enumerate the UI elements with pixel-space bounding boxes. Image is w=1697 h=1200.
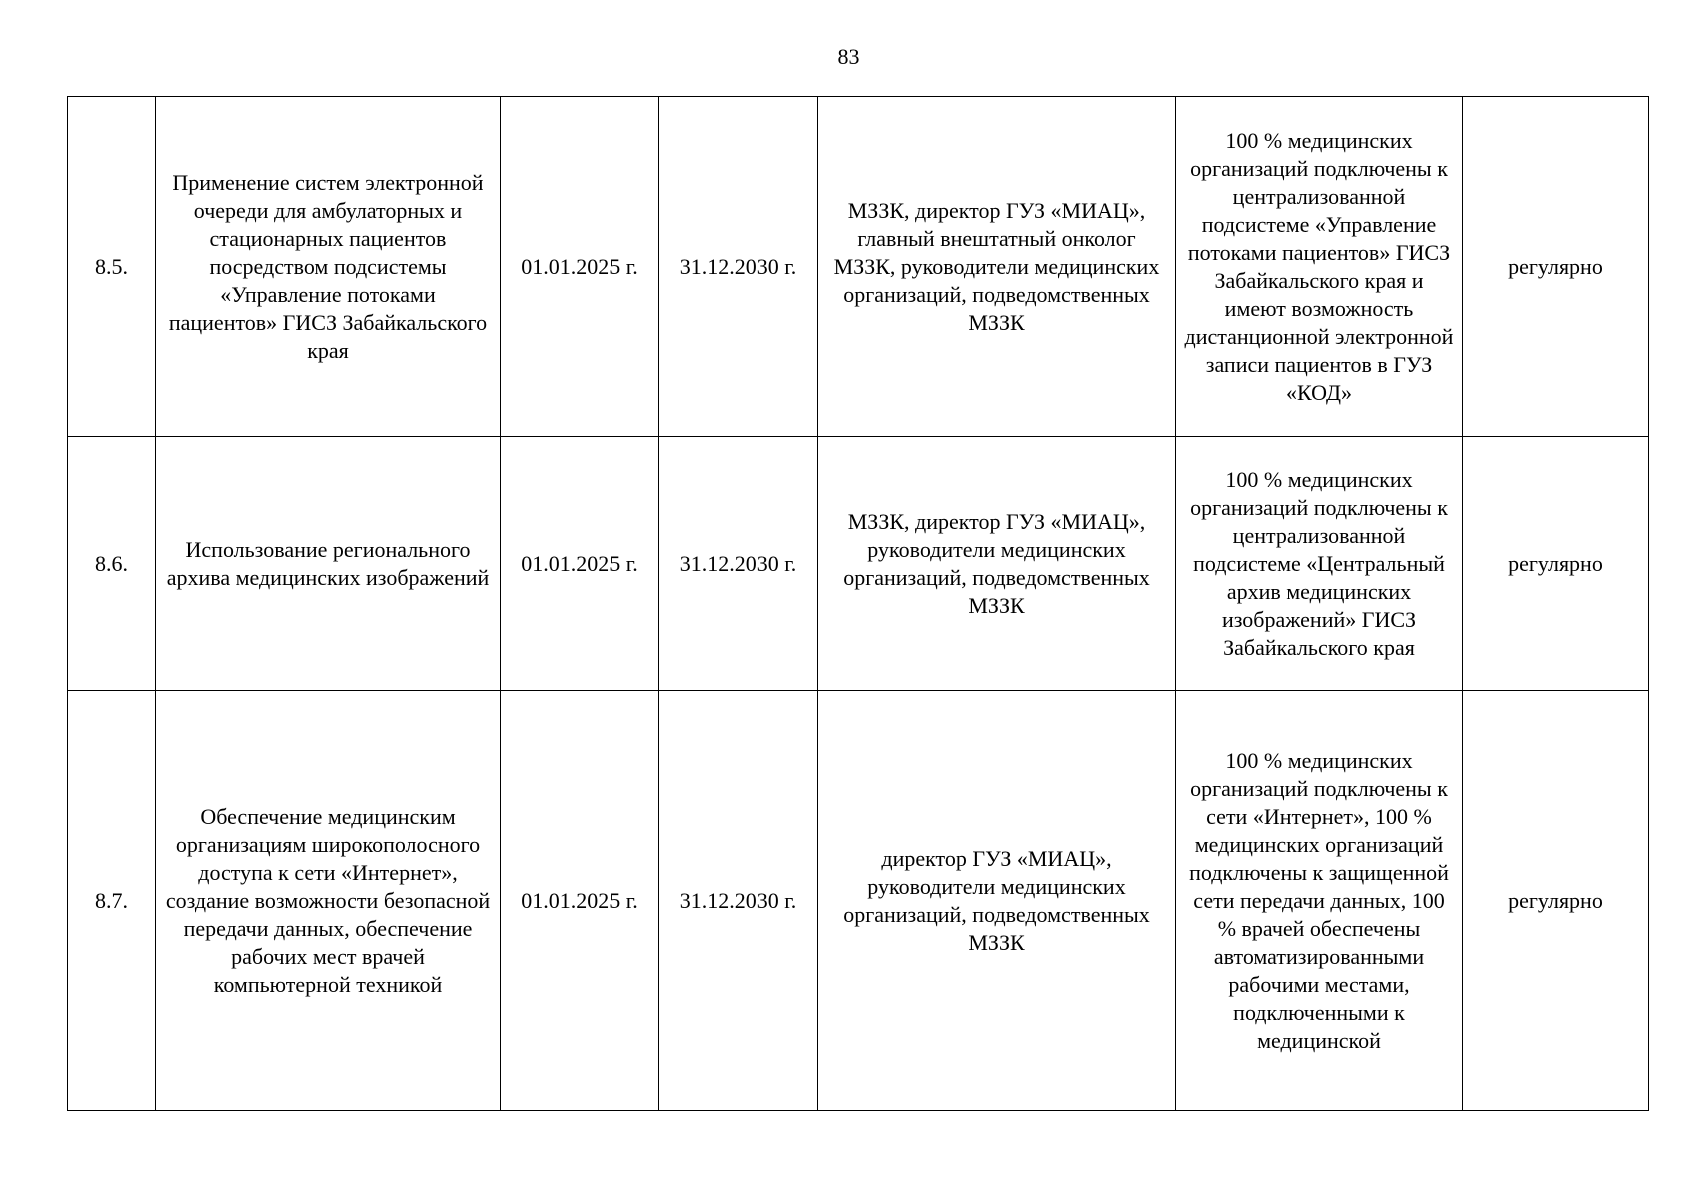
expected-result: 100 % медицинских организаций подключены к централизованной подсистеме «Центральный архив медицинских изображений» ГИСЗ Забайкальского края bbox=[1176, 437, 1463, 691]
responsible-parties: директор ГУЗ «МИАЦ», руководители медицинских организаций, подведомственных МЗЗК bbox=[818, 691, 1176, 1111]
measure-name: Обеспечение медицинским организациям широкополосного доступа к сети «Интернет», создание возможности безопасной передачи данных, обеспечение рабочих мест врачей компьютерной техникой bbox=[156, 691, 501, 1111]
start-date: 01.01.2025 г. bbox=[501, 97, 659, 437]
measure-name: Использование регионального архива медицинских изображений bbox=[156, 437, 501, 691]
periodicity: регулярно bbox=[1463, 691, 1649, 1111]
measure-name: Применение систем электронной очереди для амбулаторных и стационарных пациентов посредством подсистемы «Управление потоками пациентов» ГИСЗ Забайкальского края bbox=[156, 97, 501, 437]
table-row bbox=[68, 691, 1649, 1111]
page-number: 83 bbox=[837, 44, 860, 69]
table-row bbox=[68, 97, 1649, 437]
start-date: 01.01.2025 г. bbox=[501, 691, 659, 1111]
start-date: 01.01.2025 г. bbox=[501, 437, 659, 691]
periodicity: регулярно bbox=[1463, 97, 1649, 437]
table-row bbox=[68, 437, 1649, 691]
expected-result: 100 % медицинских организаций подключены к централизованной подсистеме «Управление потоками пациентов» ГИСЗ Забайкальского края и имеют возможность дистанционной электронной записи пациентов в ГУЗ «КОД» bbox=[1176, 97, 1463, 437]
end-date: 31.12.2030 г. bbox=[659, 97, 818, 437]
row-number: 8.7. bbox=[68, 691, 156, 1111]
end-date: 31.12.2030 г. bbox=[659, 691, 818, 1111]
responsible-parties: МЗЗК, директор ГУЗ «МИАЦ», руководители медицинских организаций, подведомственных МЗЗК bbox=[818, 437, 1176, 691]
responsible-parties: МЗЗК, директор ГУЗ «МИАЦ», главный внештатный онколог МЗЗК, руководители медицинских организаций, подведомственных МЗЗК bbox=[818, 97, 1176, 437]
end-date: 31.12.2030 г. bbox=[659, 437, 818, 691]
row-number: 8.6. bbox=[68, 437, 156, 691]
periodicity: регулярно bbox=[1463, 437, 1649, 691]
measures-table bbox=[67, 96, 1649, 1111]
row-number: 8.5. bbox=[68, 97, 156, 437]
expected-result: 100 % медицинских организаций подключены к сети «Интернет», 100 % медицинских организаций подключены к защищенной сети передачи данных, 100 % врачей обеспечены автоматизированными рабочими местами, подключенными к медицинской bbox=[1176, 691, 1463, 1111]
